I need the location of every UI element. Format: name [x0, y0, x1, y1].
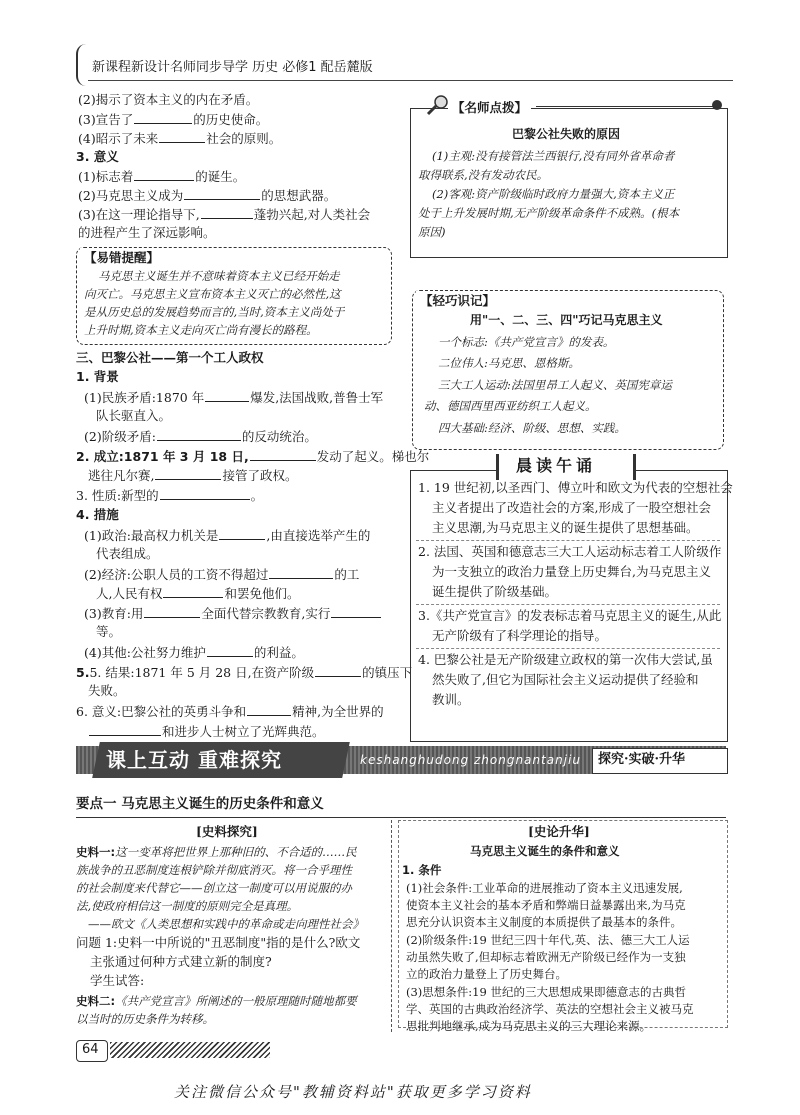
fill-line: (2)经济:公职人员的工资不得超过 的工: [84, 567, 360, 582]
source-text: 族战争的丑恶制度连根铲除并彻底消灭。将一合乎理性: [76, 863, 352, 877]
magnifier-icon: [426, 94, 450, 119]
theory-text: (1)社会条件:工业革命的进展推动了资本主义迅速发展,: [406, 881, 683, 895]
header-title: 新课程新设计名师同步导学 历史 必修1 配岳麓版: [92, 60, 373, 75]
source-text: 的社会制度来代替它——创立这一制度可以用说服的办: [76, 881, 352, 895]
teacher-tip-label: 【名师点拨】: [448, 98, 531, 116]
memory-text: 三大工人运动:法国里昂工人起义、英国宪章运: [438, 378, 672, 392]
fill-line: (1)政治:最高权力机关是 ,由直接选举产生的: [84, 528, 371, 543]
theory-subheading: 1. 条件: [402, 863, 442, 877]
banner-pinyin: keshanghudong zhongnantanjiu: [360, 753, 581, 767]
source-text: 法,使政府相信这一制度的原则完全是真理。: [76, 899, 299, 913]
source-text: 以当时的历史条件为转移。: [76, 1012, 214, 1026]
morning-text: 主义者提出了改造社会的方案,形成了一股空想社会: [432, 500, 711, 515]
morning-text: 教训。: [432, 692, 470, 707]
morning-text: 1. 19 世纪初,以圣西门、傅立叶和欧文为代表的空想社会: [418, 480, 733, 495]
theory-label: [史论升华]: [528, 824, 590, 839]
section-heading: 三、巴黎公社——第一个工人政权: [76, 350, 264, 365]
item-divider: [416, 540, 720, 541]
footer-pattern: [110, 1042, 270, 1058]
box-text: 上升时期,资本主义走向灭亡尚有漫长的路程。: [84, 323, 318, 337]
tip-text: 原因): [418, 225, 446, 239]
page-number: 64: [82, 1042, 99, 1057]
fill-line: (3)在这一理论指导下, 蓬勃兴起,对人类社会: [78, 207, 371, 222]
box-text: 向灭亡。马克思主义宣布资本主义灭亡的必然性,这: [84, 287, 341, 301]
morning-text: 为一支独立的政治力量登上历史舞台,为马克思主义: [432, 564, 711, 579]
memory-text: 一个标志:《共产党宣言》的发表。: [438, 335, 615, 349]
fill-line: (1)标志着 的诞生。: [78, 169, 246, 184]
source-text: 史料二:《共产党宣言》所阐述的一般原理随时随地都要: [76, 994, 357, 1008]
label-rule: [536, 106, 716, 107]
morning-text: 诞生提供了阶级基础。: [432, 584, 558, 599]
item-divider: [416, 648, 720, 649]
theory-text: 思批判地继承,成为马克思主义的三大理论来源。: [406, 1019, 652, 1033]
morning-title: 晨读午诵: [516, 456, 597, 475]
morning-text: 2. 法国、英国和德意志三大工人运动标志着工人阶级作: [418, 544, 722, 559]
morning-text: 3.《共产党宣言》的发表标志着马克思主义的诞生,从此: [418, 608, 722, 623]
banner-tag: 探究·实破·升华: [598, 752, 686, 767]
tip-text: 处于上升发展时期,无产阶级革命条件不成熟。(根本: [418, 206, 680, 220]
memory-text: 动、德国西里西亚纺织工人起义。: [424, 399, 597, 413]
theory-text: 学、英国的古典政治经济学、英法的空想社会主义被马克: [406, 1002, 694, 1016]
question-text: 主张通过何种方式建立新的制度?: [90, 954, 272, 969]
tip-text: (1)主观:没有接管法兰西银行,没有同外省革命者: [432, 149, 675, 163]
fill-line: (3)教育:用 全面代替宗教教育,实行: [84, 605, 382, 622]
section-heading: 3. 意义: [76, 149, 119, 164]
theory-text: (3)思想条件:19 世纪的三大思想成果即德意志的古典哲: [406, 985, 686, 999]
source-text: 史料一:这一变革将把世界上那种旧的、不合适的……民: [76, 845, 357, 859]
box-text: 是从历史总的发展趋势而言的,当时,资本主义尚处于: [84, 305, 345, 319]
morning-text: 4. 巴黎公社是无产阶级建立政权的第一次伟大尝试,虽: [418, 652, 713, 667]
morning-text: 然失败了,但它为国际社会主义运动提供了经验和: [432, 672, 699, 687]
tip-title: 巴黎公社失败的原因: [512, 127, 621, 141]
subheading: 1. 背景: [76, 369, 119, 384]
fill-line: 和进步人士树立了光辉典范。: [88, 723, 325, 740]
fill-line: 6. 意义:巴黎公社的英勇斗争和 精神,为全世界的: [76, 704, 384, 719]
fill-line: 2. 成立:1871 年 3 月 18 日, 发动了起义。梯也尔: [76, 449, 430, 464]
column-divider: [391, 820, 392, 1032]
keypoint-rule: [76, 817, 726, 818]
fill-line: (3)宣告了 的历史使命。: [78, 112, 269, 127]
tip-text: 取得联系,没有发动农民。: [418, 168, 549, 182]
fill-line: 逃往凡尔赛, 接管了政权。: [88, 468, 298, 483]
source-citation: ——欧文《人类思想和实践中的革命或走向理性社会》: [88, 917, 364, 931]
theory-text: (2)阶级条件:19 世纪三四十年代,英、法、德三大工人运: [406, 933, 690, 947]
answer-prompt: 学生试答:: [90, 973, 145, 988]
text-line: 代表组成。: [96, 546, 159, 561]
fill-line: (2)马克思主义成为 的思想武器。: [78, 188, 337, 203]
question-text: 问题 1:史料一中所说的"丑恶制度"指的是什么?欧文: [76, 935, 361, 950]
fill-line: 人,人民有权 和罢免他们。: [96, 586, 300, 601]
text-line: (2)揭示了资本主义的内在矛盾。: [78, 92, 259, 107]
error-reminder-label: 【易错提醒】: [80, 248, 163, 266]
fill-line: (4)其他:公社努力维护 的利益。: [84, 645, 304, 660]
box-text: 马克思主义诞生并不意味着资本主义已经开始走: [98, 269, 340, 283]
theory-title: 马克思主义诞生的条件和意义: [470, 844, 620, 858]
theory-text: 使资本主义社会的基本矛盾和弊端日益暴露出来,为马克: [406, 898, 686, 912]
text-line: 队长驱直入。: [96, 408, 172, 423]
text-line: 失败。: [88, 683, 126, 698]
footer-note: 关注微信公众号"教辅资料站"获取更多学习资料: [174, 1083, 532, 1101]
theory-text: 动虽然失败了,但却标志着欧洲无产阶级已经作为一支独: [406, 950, 686, 964]
text-line: 等。: [96, 624, 122, 639]
keypoint-title: 要点一 马克思主义诞生的历史条件和意义: [76, 796, 324, 812]
tip-text: (2)客观:资产阶级临时政府力量强大,资本主义正: [432, 187, 675, 201]
header-rule: [88, 80, 733, 81]
subheading: 4. 措施: [76, 507, 119, 522]
header-bracket: [76, 44, 88, 86]
memory-text: 二位伟人:马克思、恩格斯。: [438, 356, 580, 370]
fill-line: (4)昭示了未来 社会的原则。: [78, 131, 282, 146]
fill-line: 3. 性质:新型的 。: [76, 488, 264, 503]
fill-line: (2)阶级矛盾: 的反动统治。: [84, 429, 317, 444]
theory-text: 思充分认识资本主义制度的本质提供了最基本的条件。: [406, 915, 682, 929]
memory-label: 【轻巧识记】: [416, 291, 499, 309]
memory-text: 四大基础:经济、阶级、思想、实践。: [438, 421, 626, 435]
banner-title: 课上互动 重难探究: [106, 748, 282, 772]
morning-text: 无产阶级有了科学理论的指导。: [432, 628, 608, 643]
sources-label: [史料探究]: [196, 824, 258, 839]
fill-line: 5.5. 结果:1871 年 5 月 28 日,在资产阶级 的镇压下: [76, 665, 413, 680]
theory-text: 立的政治力量登上了历史舞台。: [406, 967, 567, 981]
text-line: 的进程产生了深远影响。: [78, 225, 216, 240]
pin-icon: [712, 100, 722, 110]
memory-title: 用"一、二、三、四"巧记马克思主义: [470, 313, 663, 327]
morning-text: 主义思潮,为马克思主义的诞生提供了思想基础。: [432, 520, 699, 535]
fill-line: (1)民族矛盾:1870 年 爆发,法国战败,普鲁士军: [84, 390, 384, 405]
item-divider: [416, 604, 720, 605]
